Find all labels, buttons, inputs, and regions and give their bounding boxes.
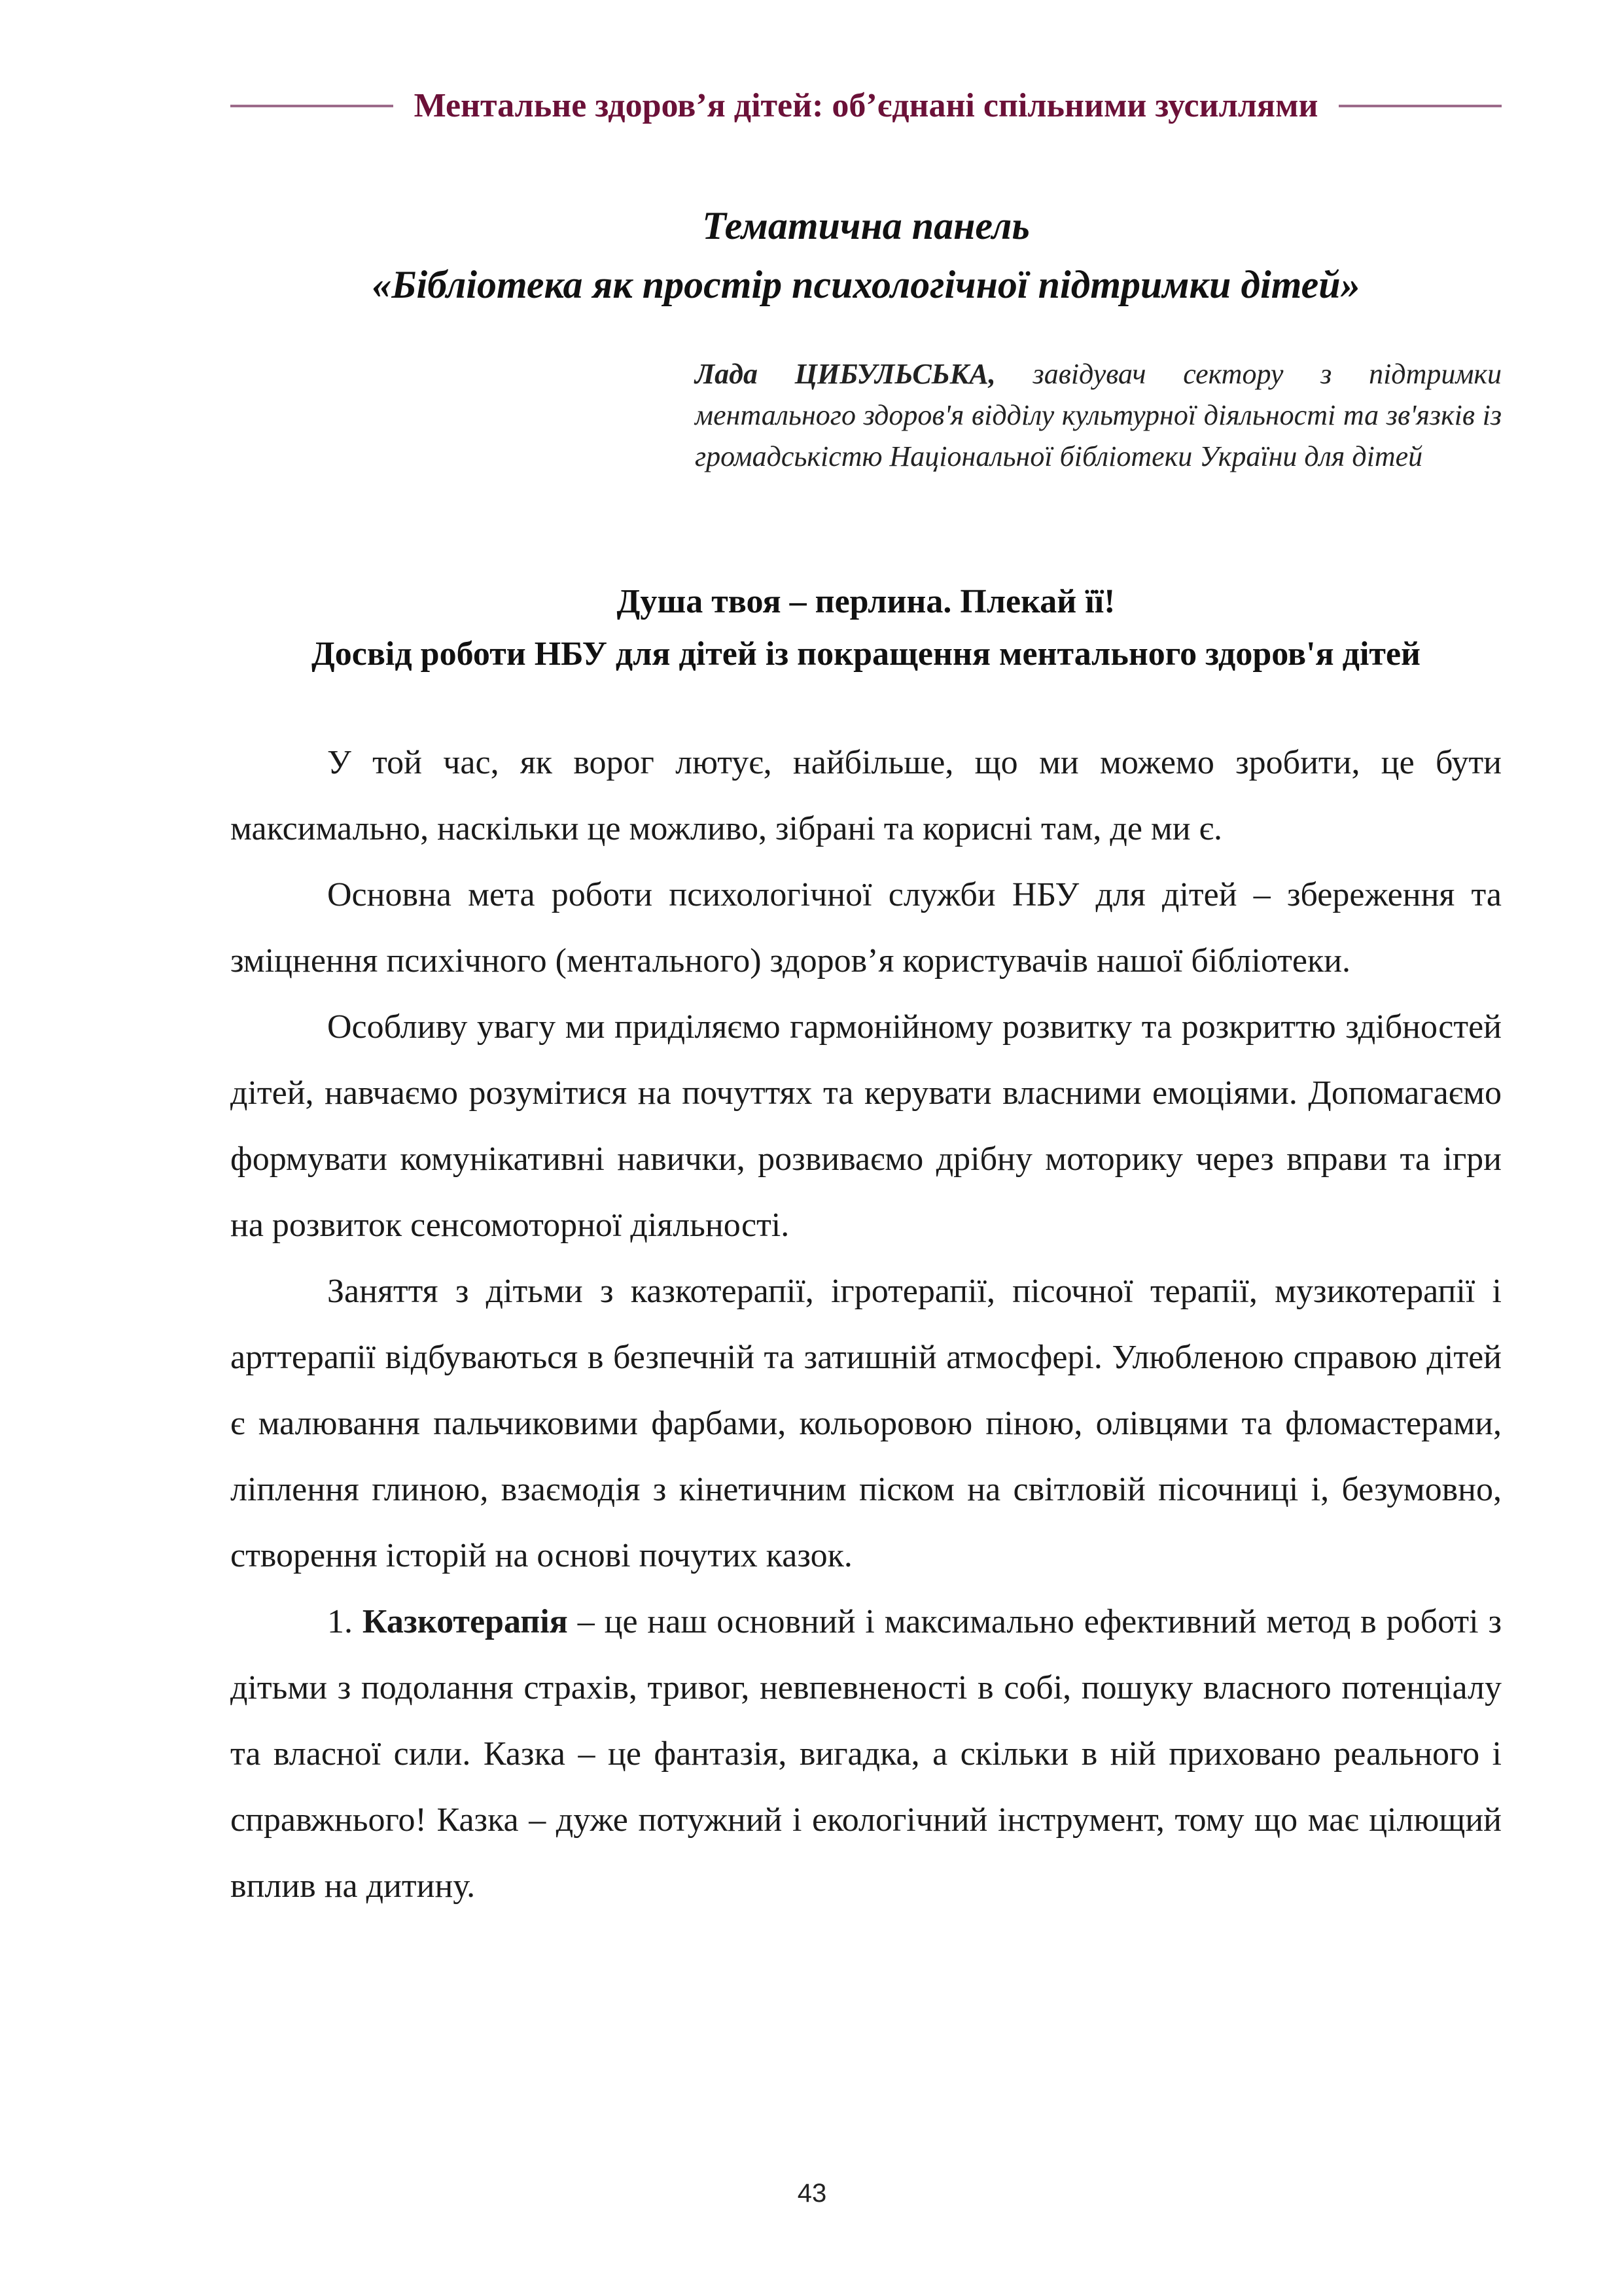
author-block	[695, 353, 1502, 477]
author-position: завідувач сектору з підтримки ментального здоров'я відділу культурної діяльності та зв'язків із громадськістю Національної бібліотеки України для дітей	[695, 358, 1502, 472]
paragraph: Заняття з дітьми з казкотерапії, ігротерапії, пісочної терапії, музикотерапії і арттерапії відбуваються в безпечній та затишній атмосфері. Улюбленою справою дітей є малювання пальчиковими фарбами, кольоровою піною, олівцями та фломастерами, ліплення глиною, взаємодія з кінетичним піском на світловій пісочниці і, безумовно, створення історій на основі почутих казок.	[230, 1273, 1502, 1574]
article-body	[230, 730, 1502, 1919]
paragraph: У той час, як ворог лютує, найбільше, що ми можемо зробити, це бути максимально, наскільки це можливо, зібрані та корисні там, де ми є.	[230, 744, 1502, 847]
running-title: Ментальне здоров’я дітей: об’єднані спільними зусиллями	[414, 87, 1318, 124]
article-title	[230, 576, 1502, 680]
item-term: Казкотерапія	[362, 1603, 568, 1640]
article-title-line-1: Душа твоя – перлина. Плекай її!	[616, 583, 1116, 620]
article-title-line-2: Досвід роботи НБУ для дітей із покращення ментального здоров'я дітей	[311, 635, 1421, 673]
header-rule-right	[1339, 105, 1502, 107]
header-rule-left	[230, 105, 393, 107]
numbered-paragraph	[230, 1589, 1502, 1919]
paragraph: Особливу увагу ми приділяємо гармонійному розвитку та розкриттю здібностей дітей, навчаємо розумітися на почуттях та керувати власними емоціями. Допомагаємо формувати комунікативні навички, розвиваємо дрібну моторику через вправи та ігри на розвиток сенсомоторної діяльності.	[230, 1008, 1502, 1244]
running-header	[230, 86, 1502, 125]
author-name: Лада ЦИБУЛЬСЬКА,	[695, 358, 996, 390]
panel-label: Тематична панель	[702, 204, 1030, 247]
panel-title: «Бібліотека як простір психологічної підтримки дітей»	[372, 263, 1360, 306]
item-number: 1.	[327, 1603, 353, 1640]
item-text: – це наш основний і максимально ефективний метод в роботі з дітьми з подолання страхів, тривог, невпевненості в собі, пошуку власного потенціалу та власної сили. Казка – це фантазія, вигадка, а скільки в ній приховано реального і справжнього! Казка – дуже потужний і екологічний інструмент, тому що має цілющий вплив на дитину.	[230, 1603, 1502, 1905]
paragraph: Основна мета роботи психологічної служби НБУ для дітей – збереження та зміцнення психічного (ментального) здоров’я користувачів нашої бібліотеки.	[230, 876, 1502, 980]
page-number: 43	[797, 2179, 827, 2208]
